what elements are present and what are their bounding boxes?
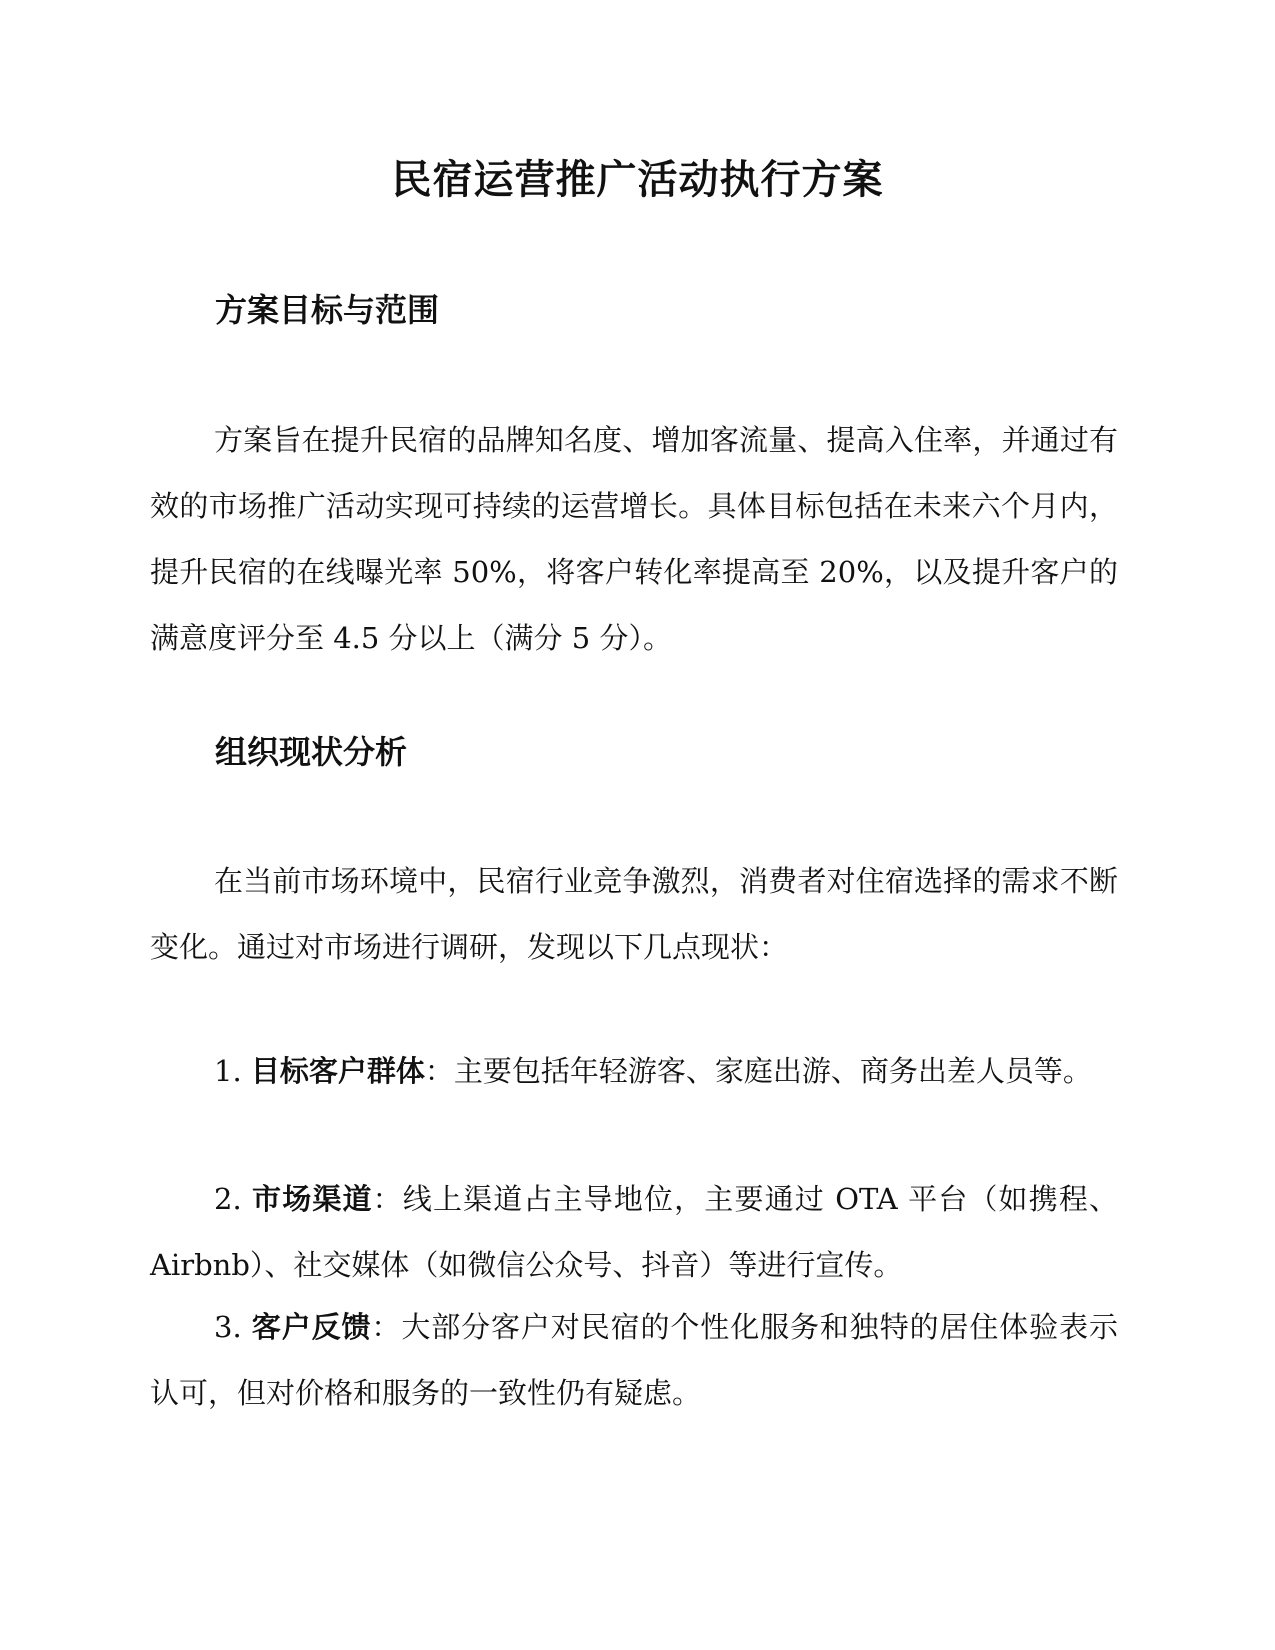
list-item-text: 大部分客户对民宿的个性化服务和独特的居住体验表示认可，但对价格和服务的一致性仍有疑虑。 [150,1310,1118,1410]
list-item-target-customers [150,1038,1118,1104]
list-item-label: 目标客户群体 [250,1054,425,1088]
section-heading-analysis: 组织现状分析 [215,733,408,771]
list-item-separator: ： [371,1310,402,1344]
section-heading-goals: 方案目标与范围 [215,291,440,329]
goals-paragraph: 方案旨在提升民宿的品牌知名度、增加客流量、提高入住率，并通过有效的市场推广活动实现可持续的运营增长。具体目标包括在未来六个月内，提升民宿的在线曝光率 50%，将客户转化率提高至 20%，以及提升客户的满意度评分至 4.5 分以上（满分 5 分）。 [150,423,1118,655]
list-item-label: 客户反馈 [251,1310,372,1344]
document-title: 民宿运营推广活动执行方案 [391,157,884,203]
list-item-text: 主要包括年轻游客、家庭出游、商务出差人员等。 [453,1054,1092,1088]
list-item-separator: ： [372,1182,403,1216]
list-item-customer-feedback [150,1294,1118,1426]
list-item-number: 2. [214,1182,242,1216]
list-item-number: 3. [214,1310,242,1344]
list-item-number: 1. [214,1054,242,1088]
list-item-separator: ： [424,1054,454,1088]
analysis-paragraph: 在当前市场环境中，民宿行业竞争激烈，消费者对住宿选择的需求不断变化。通过对市场进行调研，发现以下几点现状： [150,864,1118,964]
list-item-market-channels [150,1166,1118,1298]
list-item-text: 线上渠道占主导地位，主要通过 OTA 平台（如携程、Airbnb）、社交媒体（如微信公众号、抖音）等进行宣传。 [150,1182,1118,1282]
list-item-label: 市场渠道 [252,1182,373,1216]
